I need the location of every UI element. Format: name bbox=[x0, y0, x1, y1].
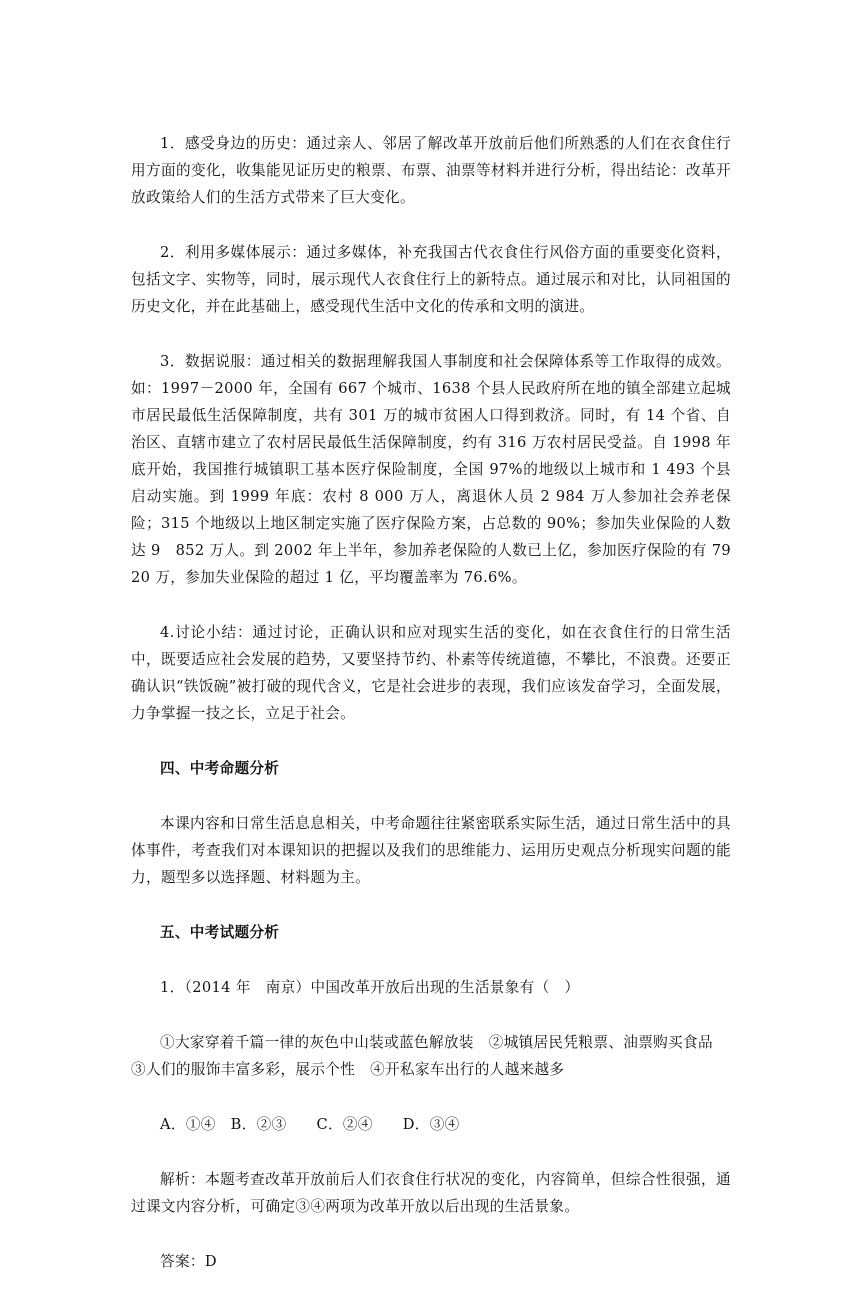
section-heading-exam-questions: 五、中考试题分析 bbox=[160, 924, 280, 941]
question-statements bbox=[131, 1029, 731, 1083]
paragraph-multimedia: 2．利用多媒体展示：通过多媒体，补充我国古代衣食住行风俗方面的重要变化资料，包括文字、实物等，同时，展示现代人衣食住行上的新特点。通过展示和对比，认同祖国的历史文化，并在此基础上，感受现代生活中文化的传承和文明的演进。 bbox=[131, 244, 731, 315]
analysis-text: 解析：本题考查改革开放前后人们衣食住行状况的变化，内容简单，但综合性很强，通过课文内容分析，可确定③④两项为改革开放以后出现的生活景象。 bbox=[131, 1171, 731, 1215]
paragraph-experience-history: 1．感受身边的历史：通过亲人、邻居了解改革开放前后他们所熟悉的人们在衣食住行用方面的变化，收集能见证历史的粮票、布票、油票等材料并进行分析，得出结论：改革开放政策给人们的生活方式带来了巨大变化。 bbox=[131, 135, 731, 206]
section-heading-exam-analysis: 四、中考命题分析 bbox=[160, 760, 280, 777]
question-text: 1．（2014 年 南京）中国改革开放后出现的生活景象有（ ） bbox=[160, 979, 580, 996]
paragraph-data-persuasion: 3．数据说服：通过相关的数据理解我国人事制度和社会保障体系等工作取得的成效。如：1997－2000 年，全国有 667 个城市、1638 个县人民政府所在地的镇全部建立起城市居民最低生活保障制度，共有 301 万的城市贫困人口得到救济。同时，有 14 个省、自治区、直辖市建立了农村居民最低生活保障制度，约有 316 万农村居民受益。自 1998 年底开始，我国推行城镇职工基本医疗保险制度，全国 97%的地级以上城市和 1 493 个县启动实施。到 1999 年底：农村 8 000 万人，离退休人员 2 984 万人参加社会养老保险；315 个地级以上地区制定实施了医疗保险方案，占总数的 90%；参加失业保险的人数达 9 852 万人。到 2002 年上半年，参加养老保险的人数已上亿，参加医疗保险的有 7920 万，参加失业保险的超过 1 亿，平均覆盖率为 76.6%。 bbox=[131, 353, 731, 586]
answer-options: A．①④ B．②③ C．②④ D．③④ bbox=[160, 1116, 460, 1133]
statements-line-2: ③人们的服饰丰富多彩，展示个性 ④开私家车出行的人越来越多 bbox=[131, 1061, 565, 1078]
document-page bbox=[131, 130, 731, 1303]
answer-text: 答案：D bbox=[160, 1253, 217, 1270]
paragraph-exam-analysis: 本课内容和日常生活息息相关，中考命题往往紧密联系实际生活，通过日常生活中的具体事件，考查我们对本课知识的把握以及我们的思维能力、运用历史观点分析现实问题的能力，题型多以选择题、材料题为主。 bbox=[131, 815, 731, 886]
statements-line-1: ①大家穿着千篇一律的灰色中山装或蓝色解放装 ②城镇居民凭粮票、油票购买食品 bbox=[160, 1034, 713, 1051]
paragraph-discussion-summary: 4.讨论小结：通过讨论，正确认识和应对现实生活的变化，如在衣食住行的日常生活中，既要适应社会发展的趋势，又要坚持节约、朴素等传统道德，不攀比，不浪费。还要正确认识“铁饭碗”被打破的现代含义，它是社会进步的表现，我们应该发奋学习，全面发展，力争掌握一技之长，立足于社会。 bbox=[131, 624, 731, 722]
